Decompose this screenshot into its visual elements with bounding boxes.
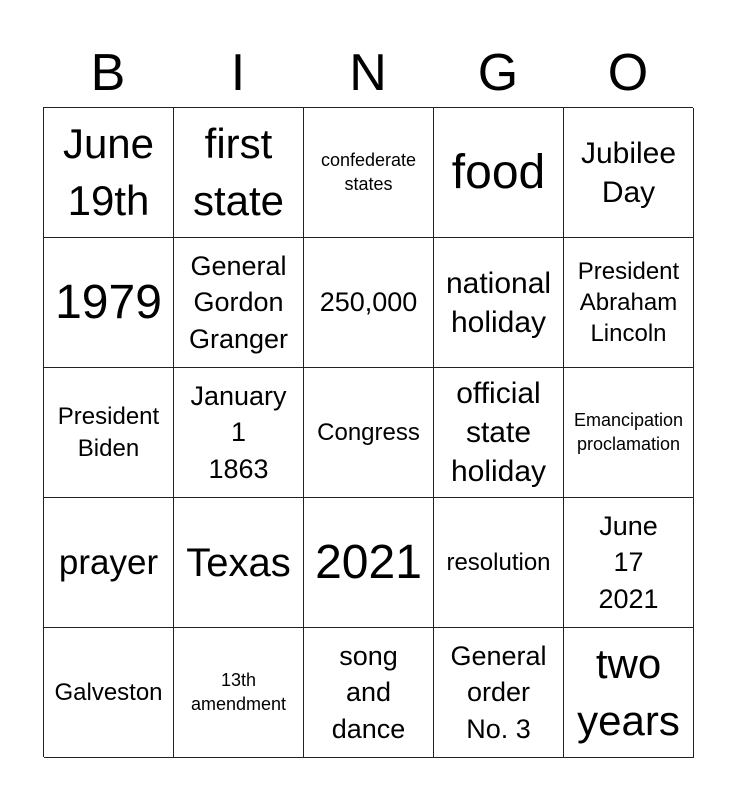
- bingo-cell[interactable]: General order No. 3: [434, 628, 564, 758]
- bingo-cell[interactable]: 13th amendment: [174, 628, 304, 758]
- bingo-cell[interactable]: two years: [564, 628, 694, 758]
- bingo-cell[interactable]: January 1 1863: [174, 368, 304, 498]
- bingo-cell[interactable]: song and dance: [304, 628, 434, 758]
- bingo-cell[interactable]: President Biden: [44, 368, 174, 498]
- bingo-cell[interactable]: Congress: [304, 368, 434, 498]
- bingo-cell[interactable]: 2021: [304, 498, 434, 628]
- header-letter-i: I: [230, 44, 246, 102]
- header-letter-o: O: [607, 44, 649, 102]
- bingo-cell[interactable]: confederate states: [304, 108, 434, 238]
- bingo-cell[interactable]: 250,000: [304, 238, 434, 368]
- header-letter-n: N: [349, 44, 387, 102]
- bingo-cell[interactable]: 1979: [44, 238, 174, 368]
- bingo-cell[interactable]: food: [434, 108, 564, 238]
- bingo-header: [43, 40, 693, 106]
- bingo-cell[interactable]: Galveston: [44, 628, 174, 758]
- bingo-cell[interactable]: President Abraham Lincoln: [564, 238, 694, 368]
- bingo-cell[interactable]: resolution: [434, 498, 564, 628]
- bingo-cell[interactable]: official state holiday: [434, 368, 564, 498]
- bingo-cell[interactable]: General Gordon Granger: [174, 238, 304, 368]
- header-letter-b: B: [90, 44, 126, 102]
- bingo-cell[interactable]: June 19th: [44, 108, 174, 238]
- bingo-cell[interactable]: national holiday: [434, 238, 564, 368]
- bingo-cell[interactable]: prayer: [44, 498, 174, 628]
- header-letter-g: G: [477, 44, 519, 102]
- bingo-cell[interactable]: Jubilee Day: [564, 108, 694, 238]
- bingo-cell[interactable]: first state: [174, 108, 304, 238]
- bingo-cell[interactable]: June 17 2021: [564, 498, 694, 628]
- bingo-grid: [43, 107, 693, 757]
- bingo-cell[interactable]: Texas: [174, 498, 304, 628]
- bingo-cell[interactable]: Emancipation proclamation: [564, 368, 694, 498]
